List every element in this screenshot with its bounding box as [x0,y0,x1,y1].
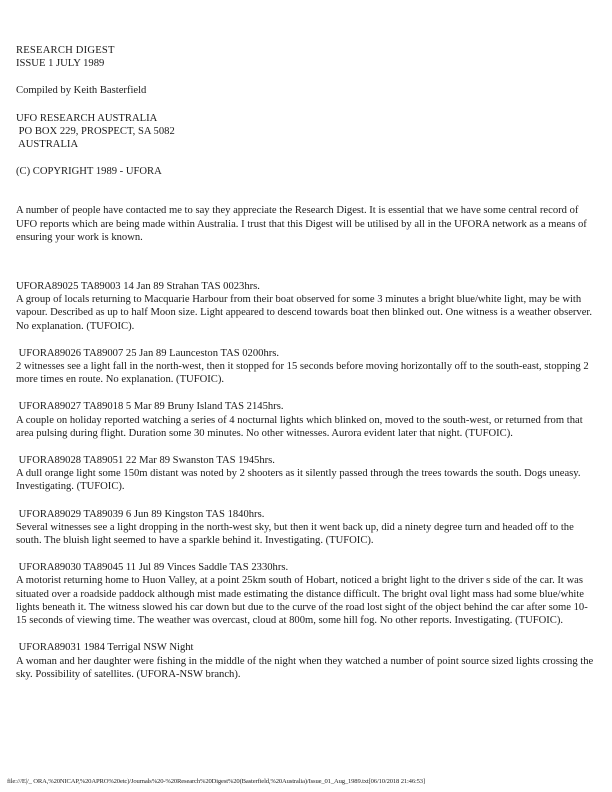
report-entry [16,561,596,627]
document-page [16,44,596,695]
report-body: A group of locals returning to Macquarie Harbour from their boat observed for some 3 minutes a bright blue/white light, may be with vapour. Described as up to half Moon size. Light appeared to descend towards boat then blinked out. One witness is a weather observer. No explanation. (TUFOIC). [16,294,593,332]
report-body: 2 witnesses see a light fall in the north-west, then it stopped for 15 seconds before moving horizontally off to the south-east, stopping 2 more times en route. No explanation. (TUFOIC). [16,361,589,386]
report-entry [16,641,596,681]
org-country: AUSTRALIA [16,139,79,151]
digest-title: RESEARCH DIGEST [16,45,115,56]
copyright-line: (C) COPYRIGHT 1989 - UFORA [16,166,162,178]
section-spacer [16,244,596,280]
compiled-by-line: Compiled by Keith Basterfield [16,85,147,97]
report-entry [16,280,596,333]
issue-line: ISSUE 1 JULY 1989 [16,58,105,70]
report-body: Several witnesses see a light dropping in the north-west sky, but then it went back up, did a ninety degree turn and headed off to the south. The bluish light seemed to have a sparkle behind it. Investigating. (TUFOIC). [16,521,574,547]
report-heading: UFORA89029 TA89039 6 Jun 89 Kingston TAS 1840hrs. [16,508,265,520]
report-heading: UFORA89031 1984 Terrigal NSW Night [16,642,194,654]
file-path-footer: file:///E|/_ ORA,%20NICAP,%20APRO%20etc)/Journals%20-%20Research%20Digest%20(Basterfield,%20Australia)/Issue_01_Aug_1989.txt[06/10/2018 21:46:53] [7,778,425,785]
report-heading: UFORA89025 TA89003 14 Jan 89 Strahan TAS 0023hrs. [16,281,260,293]
org-name: UFO RESEARCH AUSTRALIA [16,112,158,124]
report-heading: UFORA89030 TA89045 11 Jul 89 Vinces Saddle TAS 2330hrs. [16,562,289,574]
report-entry [16,347,596,387]
report-heading: UFORA89026 TA89007 25 Jan 89 Launceston TAS 0200hrs. [16,347,280,359]
report-entry [16,454,596,494]
report-entry [16,400,596,440]
report-entry [16,508,596,548]
report-heading: UFORA89027 TA89018 5 Mar 89 Bruny Island TAS 2145hrs. [16,401,284,413]
organisation-address [16,112,596,152]
report-body: A woman and her daughter were fishing in the middle of the night when they watched a number of point source sized lights crossing the sky. Possibility of satellites. (UFORA-NSW branch). [16,655,594,680]
report-heading: UFORA89028 TA89051 22 Mar 89 Swanston TAS 1945hrs. [16,455,275,467]
intro-paragraph: A number of people have contacted me to say they appreciate the Research Digest. It is essential that we have some central record of UFO reports which are being made within Australia. I trust that this Digest will be utilised by all in the UFORA network as a means of ensuring your work is known. [16,205,587,243]
report-body: A couple on holiday reported watching a series of 4 nocturnal lights which blinked on, moved to the south-west, or returned from that area pulsing during flight. Duration some 30 minutes. No other witnesses. Aurora evident later that night. (TUFOIC). [16,414,583,439]
report-body: A dull orange light some 150m distant was noted by 2 shooters as it silently passed through the trees towards the south. Dogs uneasy. Investigating. (TUFOIC). [16,468,581,493]
org-po-box: PO BOX 229, PROSPECT, SA 5082 [16,125,175,137]
report-body: A motorist returning home to Huon Valley, at a point 25km south of Hobart, noticed a bright light to the driver s side of the car. It was situated over a roadside paddock although mist made estimating the distance difficult. The bright oval light mass had some blue/white lights beneath it. The witness slowed his car down but due to the curve of the road lost sight of the object behind the car after some 10-15 seconds of viewing time. The weather was overcast, cloud at 800m, some hill fog. No other reports. Investigating. (TUFOIC). [16,575,588,627]
